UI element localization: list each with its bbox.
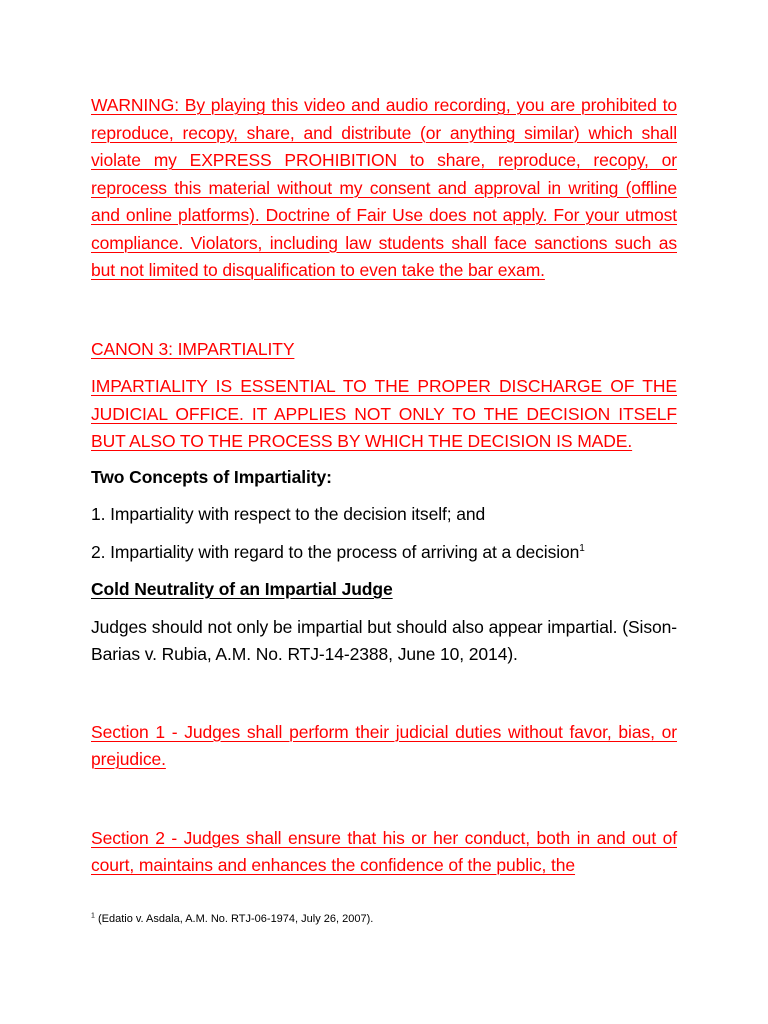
concept-item-2: [91, 539, 677, 567]
copyright-warning: WARNING: By playing this video and audio recording, you are prohibited to reproduce, recopy, share, and distribute (or anything similar) which shall violate my EXPRESS PROHIBITION to share, reproduce, recopy, or reprocess this material without my consent and approval in writing (offline and online platforms). Doctrine of Fair Use does not apply. For your utmost compliance. Violators, including law students shall face sanctions such as but not limited to disqualification to even take the bar exam.: [91, 95, 677, 280]
cold-neutrality-heading: Cold Neutrality of an Impartial Judge: [91, 579, 393, 599]
section-1: Section 1 - Judges shall perform their judicial duties without favor, bias, or prejudice.: [91, 721, 677, 769]
footnote-text: (Edatio v. Asdala, A.M. No. RTJ-06-1974, July 26, 2007).: [94, 913, 374, 925]
cold-neutrality-body: Judges should not only be impartial but should also appear impartial. (Sison-Barias v. Rubia, A.M. No. RTJ-14-2388, June 10, 2014).: [91, 616, 677, 664]
concept-item-1: 1. Impartiality with respect to the decision itself; and: [91, 504, 486, 524]
concept-item-2-text: 2. Impartiality with regard to the process of arriving at a decision: [91, 541, 580, 562]
footnote-reference[interactable]: 1: [579, 542, 585, 554]
section-2: Section 2 - Judges shall ensure that his or her conduct, both in and out of court, maintains and enhances the confidence of the public, the: [91, 827, 677, 875]
canon-title: CANON 3: IMPARTIALITY: [91, 338, 295, 359]
document-body: [91, 92, 677, 880]
footnote-number: 1: [91, 912, 95, 920]
concepts-heading: Two Concepts of Impartiality:: [91, 466, 332, 487]
footnote: [91, 912, 677, 926]
canon-statement: IMPARTIALITY IS ESSENTIAL TO THE PROPER DISCHARGE OF THE JUDICIAL OFFICE. IT APPLIES NOT ONLY TO THE DECISION ITSELF BUT ALSO TO THE PROCESS BY WHICH THE DECISION IS MADE.: [91, 376, 677, 451]
